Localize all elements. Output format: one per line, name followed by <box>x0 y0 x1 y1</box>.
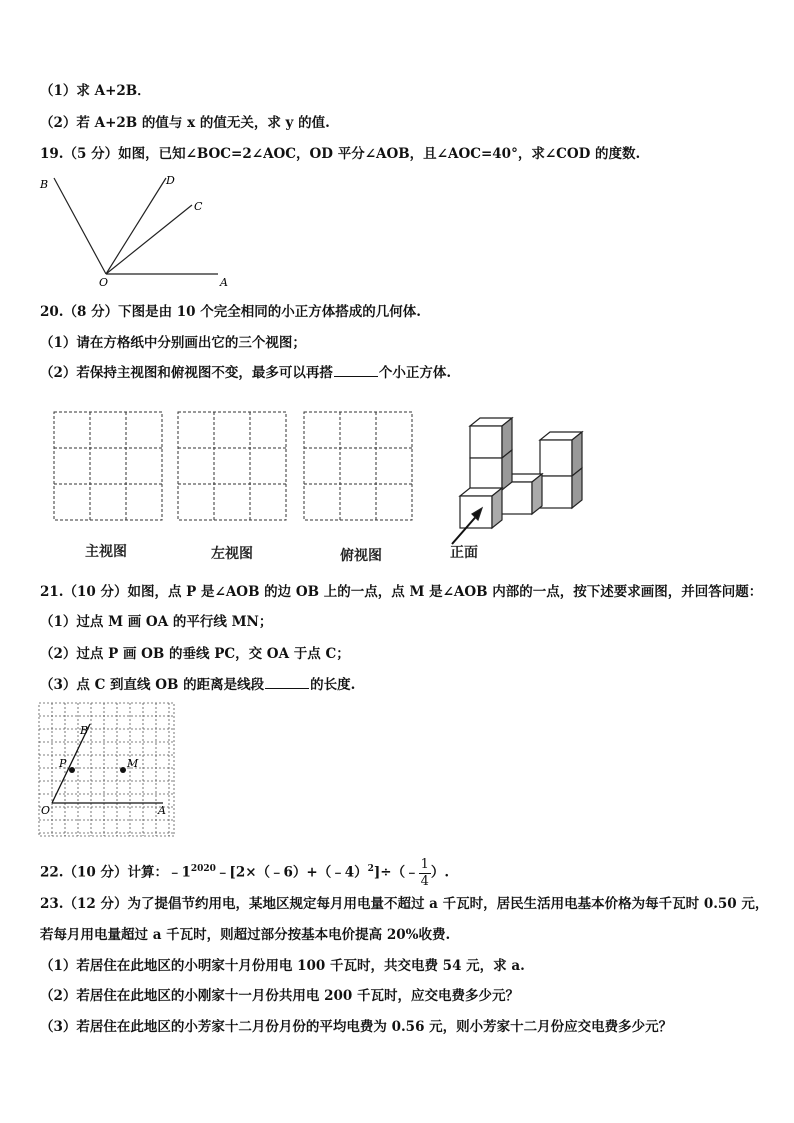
q21-part3 <box>40 676 764 694</box>
q23-part3: （3）若居住在此地区的小芳家十二月份月份的平均电费为 0.56 元，则小芳家十二月份应交电费多少元？ <box>40 1019 673 1035</box>
q20-grid-left <box>178 412 286 520</box>
q21-part1: （1）过点 M 画 OA 的平行线 MN； <box>40 614 273 630</box>
q22-text <box>40 852 764 889</box>
q20-part1: （1）请在方格纸中分别画出它的三个视图； <box>40 335 306 351</box>
q21-text: 21.（10 分）如图，点 P 是∠AOB 的边 OB 上的一点，点 M 是∠AOB 内部的一点，按下述要求画图，并回答问题： <box>40 584 763 600</box>
q19-label-a: A <box>220 276 228 289</box>
q18-part1: （1）求 A+2B． <box>40 83 151 99</box>
q20-part2-before: （2）若保持主视图和俯视图不变，最多可以再搭 <box>40 365 333 381</box>
q22-text-start: 22.（10 分）计算：﹣1 <box>40 864 191 881</box>
q21-point-m <box>120 767 126 773</box>
q23-part1: （1）若居住在此地区的小明家十月份用电 100 千瓦时，共交电费 54 元，求 a. <box>40 958 525 974</box>
q20-part2 <box>40 364 764 382</box>
q21-grid-figure <box>38 702 178 838</box>
q20-cube-structure <box>452 418 582 544</box>
q19-label-b: B <box>40 178 49 191</box>
q21-label-m: M <box>127 757 139 770</box>
q23-text-line2: 若每月用电量超过 a 千瓦时，则超过部分按基本电价提高 20%收费. <box>40 927 451 943</box>
q20-text: 20.（8 分）下图是由 10 个完全相同的小正方体搭成的几何体. <box>40 304 421 320</box>
q22-text-mid: ﹣[2×（﹣6）+（﹣4） <box>215 864 368 881</box>
q20-caption-front: 主视图 <box>85 544 127 560</box>
q21-part3-before: （3）点 C 到直线 OB 的距离是线段 <box>40 677 265 693</box>
q21-answer-blank <box>265 676 309 689</box>
q19-label-d: D <box>166 174 175 187</box>
q21-label-p: P <box>59 757 67 770</box>
q21-part2: （2）过点 P 画 OB 的垂线 PC，交 OA 于点 C； <box>40 646 350 662</box>
q18-part2: （2）若 A+2B 的值与 x 的值无关，求 y 的值. <box>40 115 330 131</box>
q20-caption-face: 正面 <box>450 545 478 561</box>
q22-square: 2 <box>367 864 374 874</box>
q19-label-o: O <box>99 276 109 289</box>
q21-label-o: O <box>41 804 51 817</box>
q23-part2: （2）若居住在此地区的小刚家十一月份共用电 200 千瓦时，应交电费多少元？ <box>40 988 519 1004</box>
q19-label-c: C <box>194 200 203 213</box>
q20-grid-figures <box>52 408 612 548</box>
q19-angle-figure <box>36 172 236 290</box>
q22-fraction <box>419 857 431 890</box>
q22-text-close: ）. <box>430 864 450 881</box>
q20-caption-left: 左视图 <box>211 546 253 562</box>
q20-caption-top: 俯视图 <box>340 548 382 564</box>
q20-answer-blank <box>334 364 378 377</box>
q21-point-p <box>69 767 75 773</box>
q19-text: 19.（5 分）如图，已知∠BOC=2∠AOC，OD 平分∠AOB，且∠AOC=40°，求∠COD 的度数. <box>40 146 641 162</box>
q23-text-line1: 23.（12 分）为了提倡节约用电，某地区规定每月用电量不超过 a 千瓦时，居民生活用电基本价格为每千瓦时 0.50 元， <box>40 896 769 912</box>
q22-exponent: 2020 <box>190 864 216 874</box>
q21-label-a: A <box>158 804 166 817</box>
q22-frac-num: 1 <box>420 856 429 872</box>
q22-frac-den: 4 <box>420 873 429 889</box>
q22-text-end: ]÷（﹣ <box>373 864 419 881</box>
q21-label-b: B <box>80 724 89 737</box>
q20-part2-after: 个小正方体. <box>378 365 452 381</box>
q20-grid-front <box>54 412 162 520</box>
q20-grid-top <box>304 412 412 520</box>
q21-part3-after: 的长度. <box>310 677 356 693</box>
